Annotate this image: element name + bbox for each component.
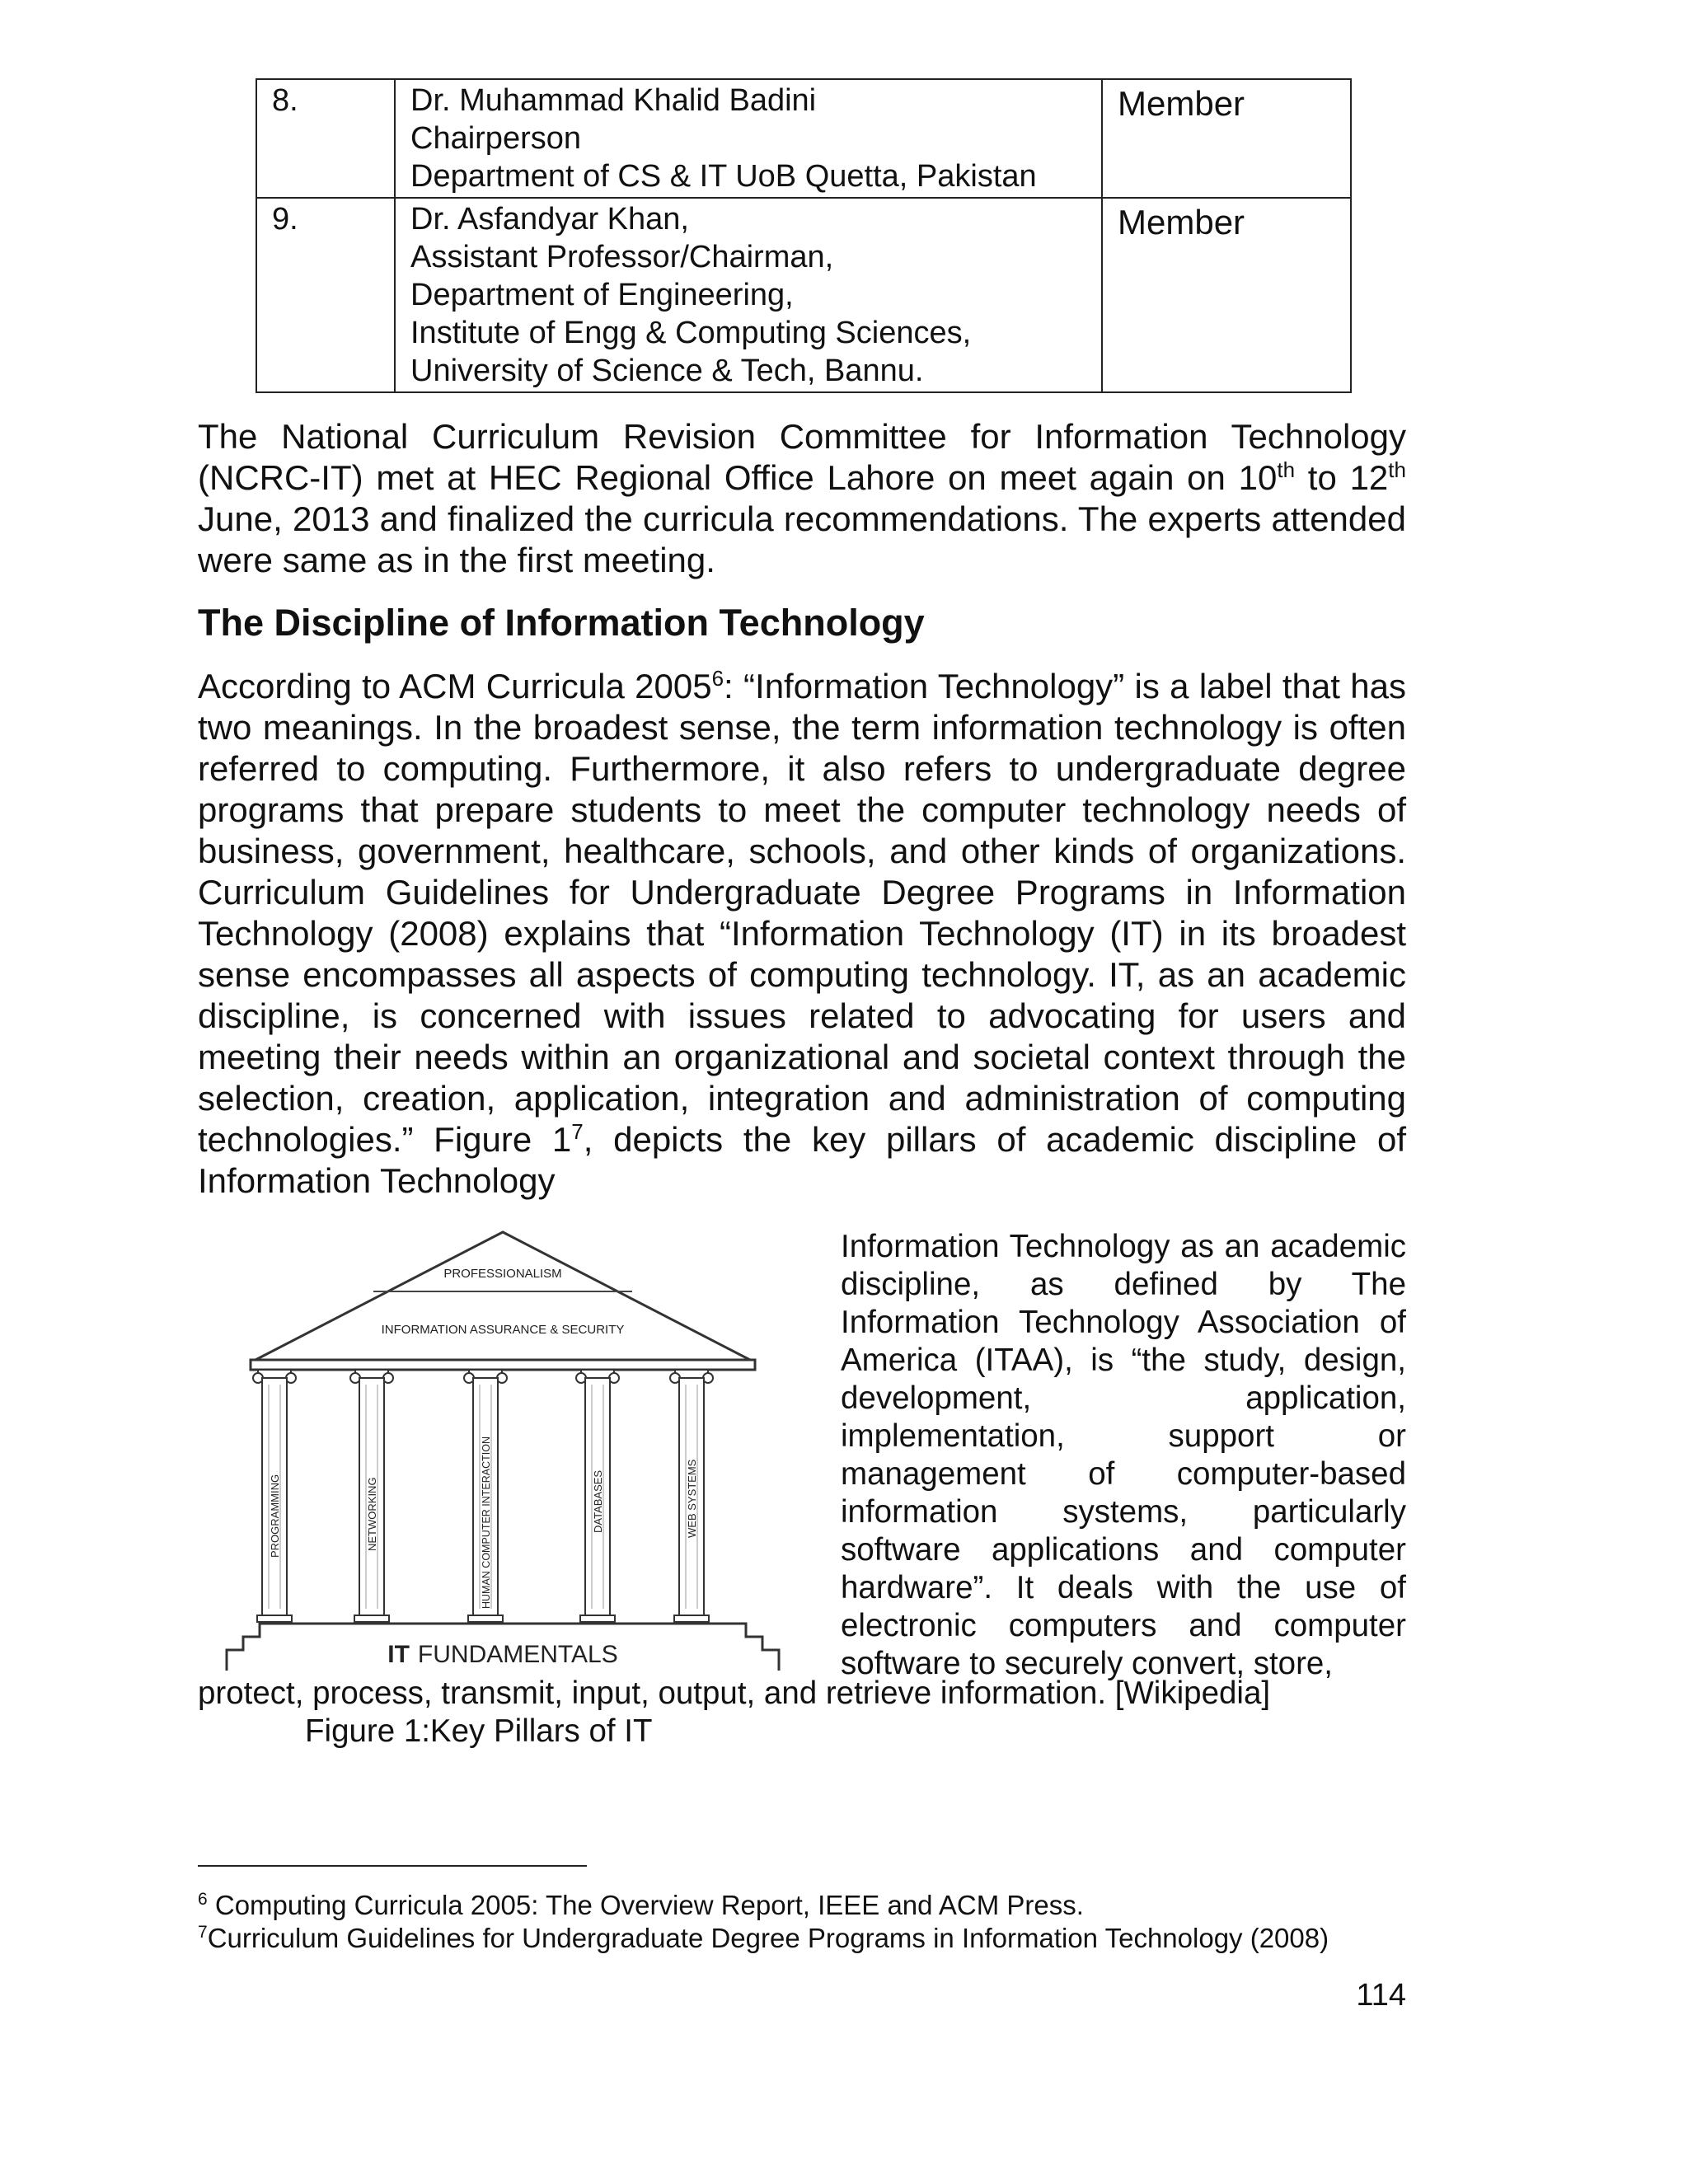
roof-shape [256, 1232, 750, 1360]
pillar-label: NETWORKING [366, 1477, 378, 1551]
pillar-label: HUMAN COMPUTER INTERACTION [481, 1436, 492, 1609]
it-pillars-figure [223, 1228, 783, 1677]
footnote-reference: 7 [571, 1119, 584, 1144]
base-label-bold: IT [387, 1641, 410, 1668]
paragraph-text: According to ACM Curricula 2005 [198, 667, 712, 705]
base-label-text: FUNDAMENTALS [417, 1641, 618, 1668]
member-title: Assistant Professor/Chairman, [410, 240, 834, 274]
pillar-label: WEB SYSTEMS [686, 1459, 698, 1538]
member-number: 9. [256, 198, 395, 392]
page-number: 114 [1356, 1978, 1406, 2013]
roof-bottom-label: INFORMATION ASSURANCE & SECURITY [381, 1323, 625, 1337]
itaa-paragraph: Information Technology as an academic discipline, as defined by The Information Technology Association of America (ITAA), is “the study, design, development, application, implementation, support or management of computer-based information systems, particularly software applications and computer hardware”. It deals with the use of electronic computers and computer software to securely convert, store, [841, 1229, 1406, 1681]
roof-beam [251, 1360, 755, 1370]
member-role: Member [1102, 79, 1351, 198]
member-department: Department of CS & IT UoB Quetta, Pakistan [410, 159, 1037, 194]
paragraph-text: The National Curriculum Revision Committee for Information Technology (NCRC-IT) met at HEC Regional Office Lahore on meet again on 10 [198, 417, 1406, 497]
member-university: University of Science & Tech, Bannu. [410, 354, 924, 388]
footnote-7 [198, 1916, 1329, 1955]
paragraph-text: , depicts the key pillars of academic discipline of Information Technology [198, 1120, 1406, 1200]
member-department: Department of Engineering, [410, 278, 794, 312]
footnote-reference: 6 [711, 666, 724, 691]
pillar-programming [253, 1370, 296, 1622]
table-row [256, 198, 1351, 392]
table-row [256, 79, 1351, 198]
member-details [395, 198, 1102, 392]
committee-members-table [256, 78, 1352, 393]
temple-diagram [223, 1228, 783, 1677]
pillar-human-computer-interaction [464, 1370, 507, 1622]
pillar-web-systems [670, 1370, 713, 1622]
pillar-label: DATABASES [592, 1469, 604, 1533]
member-name: Dr. Muhammad Khalid Badini [410, 83, 817, 118]
paragraph-text: : “Information Technology” is a label that has two meanings. In the broadest sense, the term information technology is often referred to computing. Furthermore, it also refers to undergraduate degree programs that prepare students to meet the computer technology needs of business, government, healthcare, schools, and other kinds of organizations. Curriculum Guidelines for Undergraduate Degree Programs in Information Technology (2008) explains that “Information Technology (IT) in its broadest sense encompasses all aspects of computing technology. IT, as an academic discipline, is concerned with issues related to advocating for users and meeting their needs within an organizational and societal context through the selection, creation, application, integration and administration of computing technologies.” Figure 1 [198, 667, 1406, 1159]
superscript: th [1388, 457, 1406, 482]
member-name: Dr. Asfandyar Khan, [410, 202, 689, 237]
footnote-separator [198, 1865, 587, 1867]
superscript: th [1277, 457, 1296, 482]
pillar-databases [576, 1370, 619, 1622]
member-role: Member [1102, 198, 1351, 392]
itaa-paragraph-continuation: protect, process, transmit, input, output, and retrieve information. [Wikipedia] [198, 1675, 1271, 1711]
pillar-label: PROGRAMMING [269, 1474, 281, 1558]
figure-caption: Figure 1:Key Pillars of IT [305, 1713, 653, 1749]
section-heading: The Discipline of Information Technology [198, 602, 925, 644]
pillar-networking [350, 1370, 393, 1622]
footnote-mark: 6 [198, 1890, 208, 1909]
member-number: 8. [256, 79, 395, 198]
member-title: Chairperson [410, 121, 581, 156]
paragraph-text: to 12 [1295, 458, 1389, 497]
roof-top-label: PROFESSIONALISM [443, 1267, 562, 1281]
meeting-paragraph [198, 416, 1406, 581]
footnote-text: Computing Curricula 2005: The Overview Report, IEEE and ACM Press. [207, 1890, 1084, 1920]
member-institute: Institute of Engg & Computing Sciences, [410, 316, 972, 350]
discipline-paragraph [198, 666, 1406, 1202]
base-label [387, 1641, 617, 1668]
member-details [395, 79, 1102, 198]
paragraph-text: June, 2013 and finalized the curricula recommendations. The experts attended were same as in the first meeting. [198, 499, 1406, 579]
footnote-text: Curriculum Guidelines for Undergraduate Degree Programs in Information Technology (2008) [207, 1923, 1329, 1953]
footnote-mark: 7 [198, 1923, 208, 1942]
